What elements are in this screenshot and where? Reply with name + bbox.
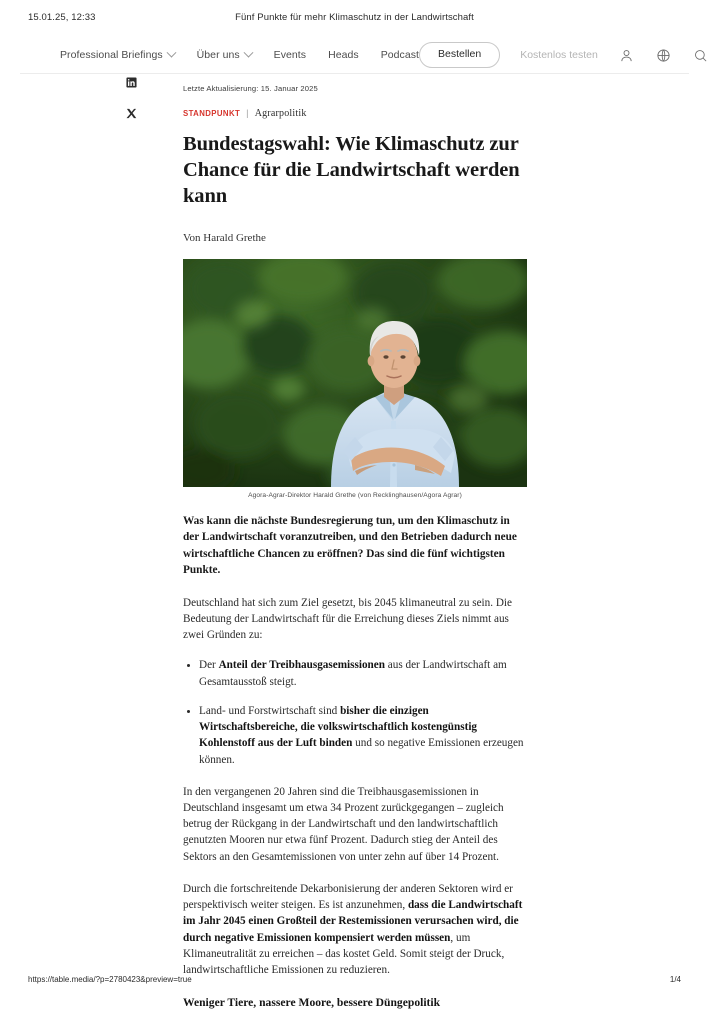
print-header bbox=[0, 0, 709, 34]
article-paragraph-1: Deutschland hat sich zum Ziel gesetzt, bis 2045 klimaneutral zu sein. Die Bedeutung der Landwirtschaft für die Erreichung dieses Ziels nimmt aus zwei Gründen zu: bbox=[183, 596, 513, 642]
bullet-text-pre: Land- und Forstwirtschaft sind bbox=[199, 704, 341, 717]
byline: Von Harald Grethe bbox=[183, 231, 266, 244]
article-paragraph-2: In den vergangenen 20 Jahren sind die Treibhausgasemissionen in Deutschland insgesamt um etwa 34 Prozent zurückgegangen – zugleich betrug der Rückgang in der Landwirtschaft und den landwirtschaftlich genutzten Mooren nur etwa fünf Prozent. Dadurch stieg der Anteil des Sektors an den Gesamtemissionen von unter zehn auf über 14 Prozent. bbox=[183, 785, 504, 863]
account-icon[interactable] bbox=[618, 47, 635, 64]
bullet-text-post: aus der Landwirtschaft am Gesamtausstoß steigt. bbox=[199, 659, 507, 688]
order-button[interactable]: Bestellen bbox=[419, 42, 500, 68]
paragraph-text-post: , um Klimaneutralität zu erreichen – das kostet Geld. Somit steigt der Druck, landwirtschaftliche Emissionen zu reduzieren. bbox=[183, 931, 505, 977]
kicker bbox=[183, 108, 527, 119]
list-item bbox=[199, 657, 527, 689]
hero-caption: Agora-Agrar-Direktor Harald Grethe (von Recklinghausen/Agora Agrar) bbox=[248, 491, 462, 499]
kicker-tag[interactable]: STANDPUNKT bbox=[183, 109, 241, 118]
share-rail bbox=[122, 76, 140, 120]
article-subheading: Weniger Tiere, nassere Moore, bessere Düngepolitik bbox=[183, 996, 441, 1009]
article bbox=[183, 84, 527, 1009]
chevron-down-icon bbox=[166, 47, 176, 57]
nav-link-list bbox=[60, 49, 419, 61]
print-date: 15.01.25, 12:33 bbox=[28, 11, 96, 23]
paragraph-text-bold: dass die Landwirtschaft im Jahr 2045 einen Großteil der Restemissionen verursachen wird, die durch negative Emissionen kompensiert werden müssen bbox=[183, 899, 523, 944]
print-document-title: Fünf Punkte für mehr Klimaschutz in der Landwirtschaft bbox=[235, 11, 474, 23]
article-lead: Was kann die nächste Bundesregierung tun, um den Klimaschutz in der Landwirtschaft voranzutreiben, und den Betrieben dadurch neue wirtschaftliche Chancen zu eröffnen? Das sind die fünf wichtigsten Punkte. bbox=[183, 514, 517, 577]
paragraph-text-pre: Durch die fortschreitende Dekarbonisierung der anderen Sektoren wird er perspektivisch weiter steigen. Es ist anzunehmen, bbox=[183, 882, 513, 912]
page-title: Bundestagswahl: Wie Klimaschutz zur Chance für die Landwirtschaft werden kann bbox=[183, 133, 520, 208]
article-bullet-list bbox=[183, 657, 527, 767]
print-source-url: https://table.media/?p=2780423&preview=true bbox=[28, 975, 192, 984]
article-paragraph-3 bbox=[183, 881, 527, 978]
nav-item-label: Professional Briefings bbox=[60, 49, 163, 61]
nav-divider bbox=[20, 73, 689, 74]
linkedin-icon[interactable] bbox=[125, 76, 138, 89]
site-navigation bbox=[0, 38, 709, 72]
nav-item-podcast[interactable]: Podcast bbox=[380, 49, 419, 61]
last-updated: Letzte Aktualisierung: 15. Januar 2025 bbox=[183, 84, 318, 93]
nav-item-professional-briefings[interactable] bbox=[60, 49, 175, 61]
nav-actions bbox=[419, 42, 709, 68]
kicker-separator: | bbox=[246, 108, 249, 118]
print-footer bbox=[28, 975, 681, 984]
bullet-text-bold: Anteil der Treibhausgasemissionen bbox=[218, 659, 385, 672]
nav-item-label: Über uns bbox=[196, 49, 240, 61]
print-page-number: 1/4 bbox=[669, 975, 681, 984]
bullet-text-post: und so negative Emissionen erzeugen können. bbox=[199, 737, 524, 766]
bullet-text-pre: Der bbox=[199, 659, 219, 672]
nav-item-ueber-uns[interactable] bbox=[197, 49, 252, 61]
search-icon[interactable] bbox=[692, 47, 709, 64]
nav-item-heads[interactable]: Heads bbox=[328, 49, 359, 61]
hero-figure bbox=[183, 259, 527, 499]
chevron-down-icon bbox=[243, 47, 253, 57]
nav-item-events[interactable]: Events bbox=[273, 49, 307, 61]
list-item bbox=[199, 703, 527, 768]
x-twitter-icon[interactable] bbox=[125, 107, 138, 120]
bullet-text-bold: bisher die einzigen Wirtschaftsbereiche, die volkswirtschaftlich kostengünstig Kohlenstoff aus der Luft binden bbox=[199, 704, 478, 750]
free-trial-link[interactable]: Kostenlos testen bbox=[520, 49, 598, 61]
kicker-category[interactable]: Agrarpolitik bbox=[254, 108, 307, 119]
globe-icon[interactable] bbox=[655, 47, 672, 64]
hero-photo bbox=[183, 259, 527, 487]
